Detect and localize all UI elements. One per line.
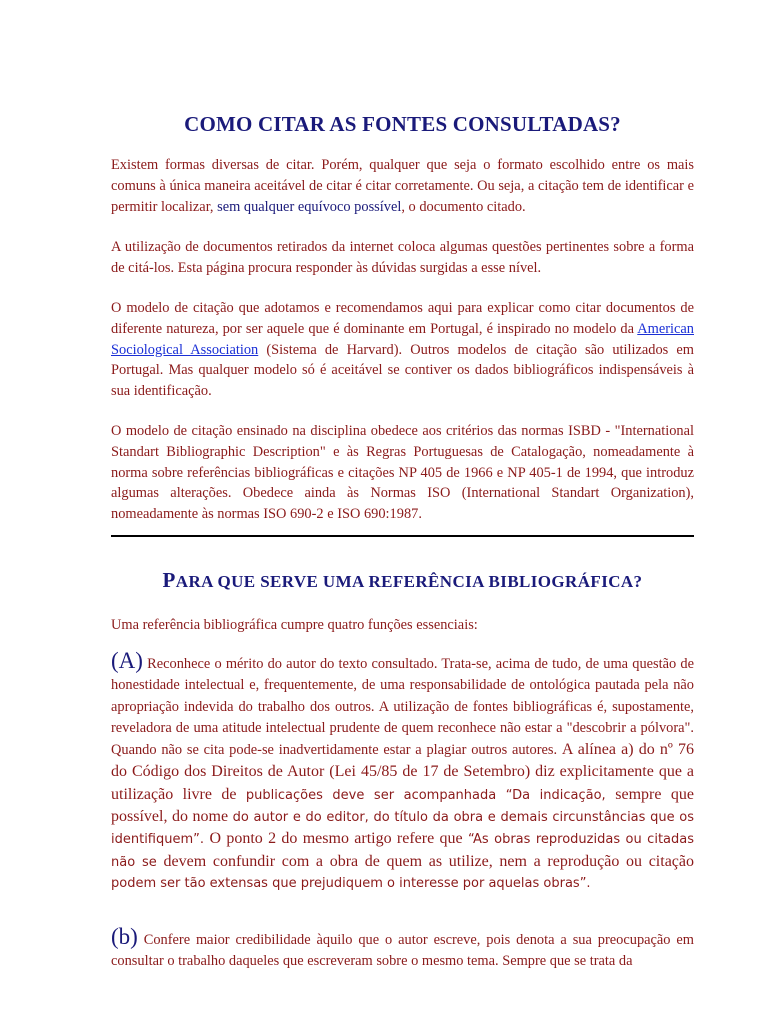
section-divider xyxy=(111,535,694,537)
intro-text-c: , o documento citado. xyxy=(401,198,526,215)
function-a-text-6: O ponto 2 do mesmo artigo refere que xyxy=(209,830,468,848)
paragraph-internet: A utilização de documentos retirados da internet coloca algumas questões pertinentes sobre a forma de citá-los. Esta página procura responder às dúvidas surgidas a esse nível. xyxy=(111,239,694,276)
paragraph-norms: O modelo de citação ensinado na disciplina obedece aos critérios das normas ISBD - "International Standart Bibliographic Description" e às Regras Portuguesas de Catalogação, nomeadamente à norma sobre referências bibliográficas e citações NP 405 de 1966 e NP 405-1 de 1994, que introduz algumas alterações. Obedece ainda às Normas ISO (International Standart Organization), nomeadamente às normas ISO 690-2 e ISO 690:1987. xyxy=(111,423,694,523)
section-title-initial: P xyxy=(162,568,176,592)
model-text-b: (Sistema de Harvard). Outros modelos de citação são utilizados em Portugal. Mas qualquer modelo só é aceitável se contiver os dados bibliográficos indispensáveis à sua identificação. xyxy=(111,341,694,400)
marker-b: (b) xyxy=(111,924,138,949)
paragraph-intro xyxy=(111,155,694,217)
function-a-text-3: publicações deve ser acompanhada “Da indicação, xyxy=(245,787,616,803)
function-a-text-5: do autor e do editor, do título da obra e demais circunstâncias que os identifiquem”. xyxy=(111,810,694,848)
function-a-text-4: sempre que possível, do nome xyxy=(111,785,694,826)
section-title-rest: ARA QUE SERVE UMA REFERÊNCIA BIBLIOGRÁFICA? xyxy=(175,572,643,591)
paragraph-function-b xyxy=(111,924,694,972)
intro-emphasis: sem qualquer equívoco possível xyxy=(217,198,402,215)
function-b-text: Confere maior credibilidade àquilo que o autor escreve, pois denota a sua preocupação em consultar o trabalho daqueles que escreveram sobre o mesmo tema. Sempre que se trata da xyxy=(111,932,694,969)
function-a-text-1: Reconhece o mérito do autor do texto consultado. Trata-se, acima de tudo, de uma questão de honestidade intelectual e, frequentemente, de uma responsabilidade de ontológica pautada pela não apropriação indevida do trabalho dos outros. A utilização de fontes bibliográficas é, supostamente, reveladora de uma atitude intelectual prudente de quem reconhece não estar a "descobrir a pólvora". Quando não se cita pode-se inadvertidamente estar a plagiar outros autores. xyxy=(111,656,694,759)
model-text-a: O modelo de citação que adotamos e recomendamos aqui para explicar como citar documentos de diferente natureza, por ser aquele que é dominante em Portugal, é inspirado no modelo da xyxy=(111,300,694,337)
asa-link[interactable]: American Sociological Association xyxy=(111,320,694,358)
function-a-text-2: A alínea a) do nº 76 do Código dos Direitos de Autor (Lei 45/85 de 17 de Setembro) diz explicitamente que a utilização livre de xyxy=(111,741,695,803)
section-title xyxy=(111,568,694,593)
paragraph-function-a xyxy=(111,648,695,894)
function-a-text-9: podem ser tão extensas que prejudiquem o interesse por aquelas obras”. xyxy=(111,875,591,891)
intro-text-a: Existem formas diversas de citar. Porém, qualquer que seja o formato escolhido entre os mais comuns à única maneira aceitável de citar é citar corretamente. Ou seja, a citação tem de identificar e permitir localizar, xyxy=(111,157,694,215)
paragraph-functions-intro: Uma referência bibliográfica cumpre quatro funções essenciais: xyxy=(111,617,478,633)
paragraph-model xyxy=(111,298,694,402)
function-a-text-7: “As obras reproduzidas ou citadas não se xyxy=(111,832,694,870)
page-title: COMO CITAR AS FONTES CONSULTADAS? xyxy=(184,112,621,136)
function-a-text-8: devem confundir com a obra de quem as utilize, nem a reprodução ou citação xyxy=(163,852,694,870)
marker-a: (A) xyxy=(111,648,143,673)
